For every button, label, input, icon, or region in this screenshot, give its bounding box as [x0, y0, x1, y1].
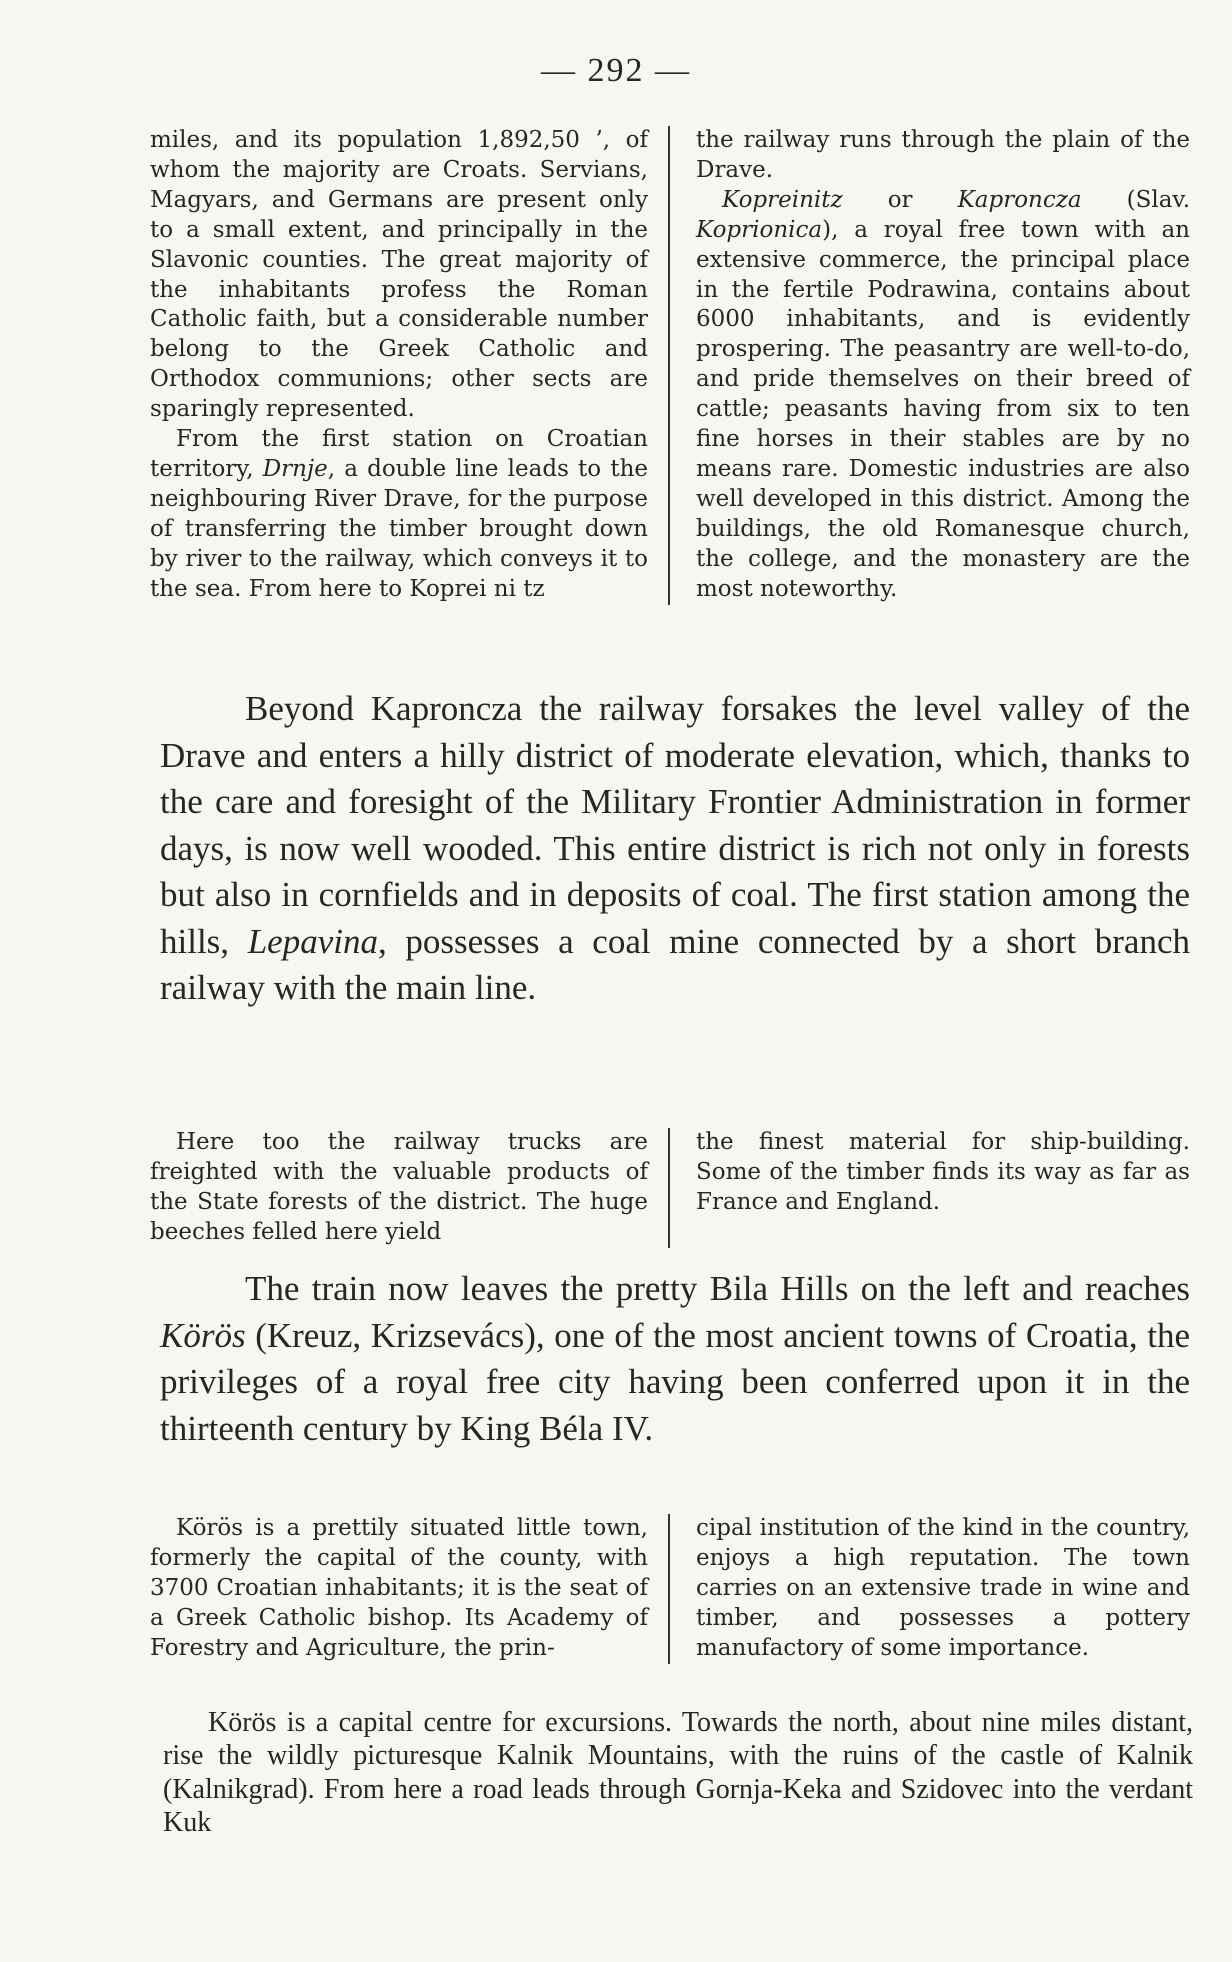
- page-number: — 292 —: [541, 52, 691, 89]
- block3-left-column: [150, 1514, 670, 1664]
- block2-right-column: [670, 1128, 1190, 1248]
- two-column-block-3: [150, 1514, 1190, 1664]
- block3-right-column: [670, 1514, 1190, 1664]
- two-column-block-1: [150, 126, 1190, 605]
- block1-right-para-1: the railway runs through the plain of the Drave.: [696, 127, 1190, 183]
- closing-paragraph: Körös is a capital centre for excursions. Towards the north, about nine miles distant, rise the wildly picturesque Kalnik Mountains, with the ruins of the castle of Kalnik (Kalnikgrad). From here a road leads through Gornja-Keka and Szidovec into the verdant Kuk: [163, 1707, 1193, 1839]
- two-column-block-2: [150, 1128, 1190, 1248]
- block2-right-para: the finest material for ship-building. Some of the timber finds its way as far as France and England.: [696, 1129, 1190, 1215]
- block2-left-para: Here too the railway trucks are freighted with the valuable products of the State forests of the district. The huge beeches felled here yield: [150, 1129, 648, 1245]
- block3-left-para: Körös is a prettily situated little town, formerly the capital of the county, with 3700 Croatian inhabitants; it is the seat of a Greek Catholic bishop. Its Academy of Forestry and Agriculture, the prin-: [150, 1515, 648, 1661]
- station-name-lepavina: Lepavina: [247, 921, 378, 961]
- body-paragraph-1: Beyond Kaproncza the railway forsakes the level valley of the Drave and enters a hilly district of moderate elevation, which, thanks to the care and foresight of the Military Frontier Administration in former days, is now well wooded. This entire district is rich not only in forests but also in cornfields and in deposits of coal. The first station among the hills, Lepavina, possesses a coal mine connected by a short branch railway with the main line.: [160, 689, 1191, 1007]
- block2-left-column: [150, 1128, 670, 1248]
- station-name-drnje: Drnje: [262, 455, 328, 482]
- block1-left-para-1: miles, and its population 1,892,50 ’, of whom the majority are Croats. Servians, Magyars, and Germans are present only to a small extent, and principally in the Slavonic counties. The great majority of the inhabitants profess the Roman Catholic faith, but a considerable number belong to the Greek Catholic and Orthodox communions; other sects are sparingly represented.: [150, 127, 648, 423]
- block1-left-para-2: From the first station on Croatian territory, Drnje, a double line leads to the neighbouring River Drave, for the purpose of transferring the timber brought down by river to the railway, which conveys it to the sea. From here to Koprei ni tz: [150, 426, 649, 602]
- town-name-koros: Körös: [160, 1315, 246, 1355]
- body-paragraph-2: The train now leaves the pretty Bila Hills on the left and reaches Körös (Kreuz, Krizsevács), one of the most ancient towns of Croatia, the privileges of a royal free city having been conferred upon it in the thirteenth century by King Béla IV.: [160, 1269, 1190, 1448]
- block1-left-column: [150, 126, 670, 605]
- block3-right-para: cipal institution of the kind in the country, enjoys a high reputation. The town carries on an extensive trade in wine and timber, and possesses a pottery manufactory of some importance.: [696, 1515, 1190, 1661]
- block1-right-column: [670, 126, 1190, 605]
- block1-right-para-2: Kopreinitz or Kaproncza (Slav. Koprionica), a royal free town with an extensive commerce, the principal place in the fertile Podrawina, contains about 6000 inhabitants, and is evidently prospering. The peasantry are well-to-do, and pride themselves on their breed of cattle; peasants having from six to ten fine horses in their stables are by no means rare. Domestic industries are also well developed in this district. Among the buildings, the old Romanesque church, the college, and the monastery are the most noteworthy.: [696, 186, 1191, 602]
